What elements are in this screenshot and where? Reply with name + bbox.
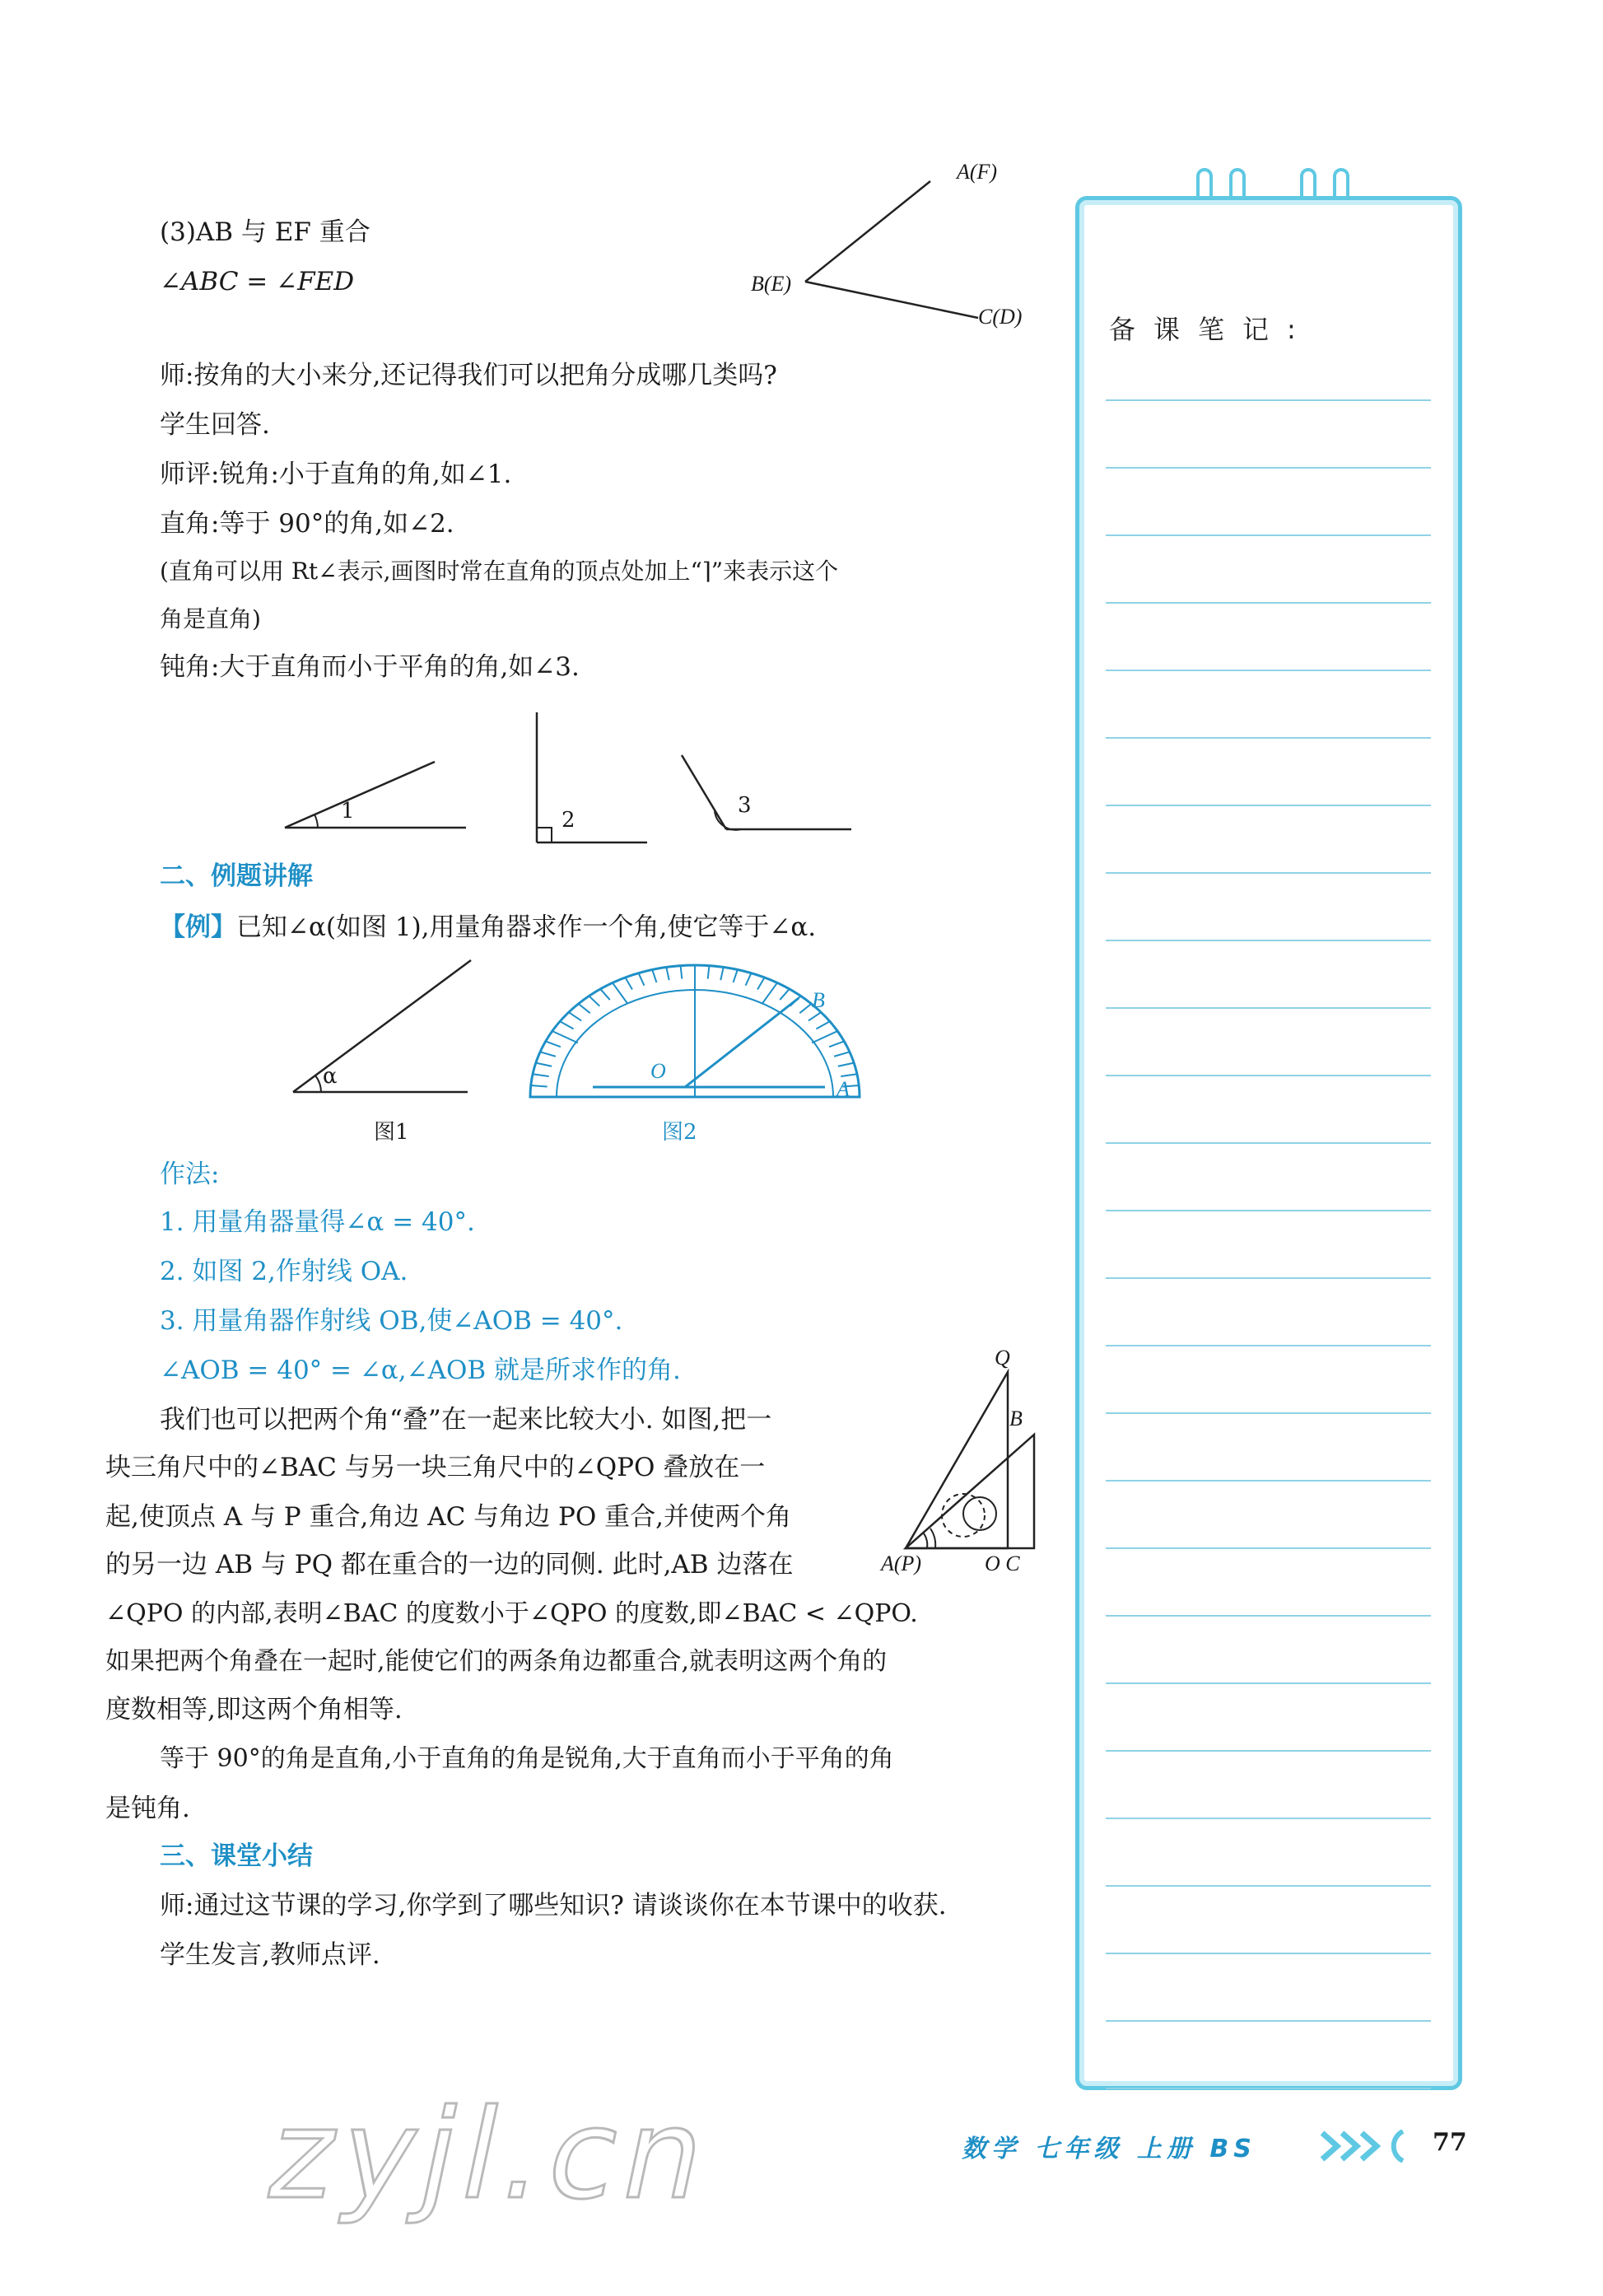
note-rule-line bbox=[1106, 1885, 1431, 1887]
teacher-question: 师:按角的大小来分,还记得我们可以把角分成哪几类吗? bbox=[160, 361, 777, 390]
note-rule-line bbox=[1106, 1615, 1431, 1617]
footer-book-info: 数学 七年级 上册 BS bbox=[962, 2135, 1256, 2163]
note-rule-line bbox=[1106, 1818, 1431, 1819]
note-rule-line bbox=[1106, 670, 1431, 671]
note-rule-line bbox=[1106, 1953, 1431, 1954]
right-angle-note-cont: 角是直角) bbox=[160, 605, 261, 632]
angle-types-figure bbox=[280, 696, 856, 844]
note-rule-line bbox=[1106, 399, 1431, 401]
note-rule-line bbox=[1106, 1142, 1431, 1144]
angle-2-label: 2 bbox=[562, 808, 575, 833]
page-number: 77 bbox=[1433, 2128, 1467, 2157]
section-3-heading: 三、课堂小结 bbox=[160, 1841, 313, 1871]
label-af: A(F) bbox=[957, 160, 998, 184]
item3-title: (3)AB 与 EF 重合 bbox=[160, 217, 370, 247]
note-rule-line bbox=[1106, 467, 1431, 469]
note-rule-line bbox=[1106, 1345, 1431, 1346]
note-rule-line bbox=[1106, 2020, 1431, 2022]
step-1: 1. 用量角器量得∠α = 40°. bbox=[160, 1207, 475, 1237]
note-rule-line bbox=[1106, 805, 1431, 806]
note-rule-line bbox=[1106, 737, 1431, 739]
ray-ob bbox=[685, 998, 799, 1087]
right-angle-note: (直角可以用 Rt∠表示,画图时常在直角的顶点处加上“⌉”来表示这个 bbox=[160, 558, 839, 585]
notes-panel bbox=[1075, 196, 1462, 2090]
angle-3-label: 3 bbox=[738, 793, 752, 818]
acute-angle-shape bbox=[285, 762, 466, 828]
note-rule-line bbox=[1106, 602, 1431, 604]
note-rule-line bbox=[1106, 1007, 1431, 1009]
note-rule-line bbox=[1106, 1412, 1431, 1414]
example-statement bbox=[160, 911, 816, 944]
point-oc-label: O C bbox=[985, 1552, 1020, 1575]
note-rule-line bbox=[1106, 1682, 1431, 1684]
student-answer: 学生回答. bbox=[160, 410, 270, 440]
point-a-label: A bbox=[836, 1077, 850, 1101]
note-rule-line bbox=[1106, 1277, 1431, 1279]
method-title: 作法: bbox=[160, 1160, 220, 1189]
para2-line-2: 是钝角. bbox=[105, 1794, 190, 1823]
ray-a bbox=[805, 181, 930, 282]
step-2: 2. 如图 2,作射线 OA. bbox=[160, 1257, 408, 1286]
figure-2-protractor bbox=[527, 955, 873, 1153]
note-rule-line bbox=[1106, 1750, 1431, 1752]
notes-title: 备课笔记: bbox=[1109, 314, 1314, 345]
para1-line-7: 度数相等,即这两个角相等. bbox=[105, 1695, 403, 1724]
para1-line-6: 如果把两个角叠在一起时,能使它们的两条角边都重合,就表明这两个角的 bbox=[105, 1647, 888, 1676]
note-rule-line bbox=[1106, 940, 1431, 941]
para1-line-4: 的另一边 AB 与 PQ 都在重合的一边的同侧. 此时,AB 边落在 bbox=[105, 1550, 794, 1580]
page-footer bbox=[962, 2128, 1256, 2164]
figure-2-caption: 图2 bbox=[662, 1120, 697, 1145]
angle-1-label: 1 bbox=[341, 799, 355, 824]
overlap-angle-figure bbox=[741, 160, 1037, 346]
summary-response: 学生发言,教师点评. bbox=[160, 1940, 380, 1970]
para1-line-3: 起,使顶点 A 与 P 重合,角边 AC 与角边 PO 重合,并使两个角 bbox=[105, 1502, 792, 1532]
watermark: zyjl.cn bbox=[256, 2084, 725, 2227]
note-rule-line bbox=[1106, 1480, 1431, 1482]
section-2-heading: 二、例题讲解 bbox=[160, 861, 313, 891]
note-rule-line bbox=[1106, 1075, 1431, 1076]
note-rule-line bbox=[1106, 2088, 1431, 2089]
example-tag: 【例】 bbox=[160, 912, 236, 942]
figure-1-caption: 图1 bbox=[374, 1120, 409, 1145]
summary-question: 师:通过这节课的学习,你学到了哪些知识? 请谈谈你在本节课中的收获. bbox=[160, 1891, 947, 1920]
obtuse-angle-def: 钝角:大于直角而小于平角的角,如∠3. bbox=[160, 652, 580, 682]
label-be: B(E) bbox=[751, 272, 792, 296]
note-rule-line bbox=[1106, 1547, 1431, 1549]
alpha-label: α bbox=[323, 1064, 338, 1089]
para1-line-1: 我们也可以把两个角“叠”在一起来比较大小. 如图,把一 bbox=[160, 1405, 772, 1435]
para2-line-1: 等于 90°的角是直角,小于直角的角是锐角,大于直角而小于平角的角 bbox=[160, 1744, 894, 1773]
note-rule-line bbox=[1106, 1210, 1431, 1211]
point-b-tri-label: B bbox=[1009, 1407, 1023, 1430]
figure-1 bbox=[288, 955, 486, 1153]
point-ap-label: A(P) bbox=[881, 1552, 922, 1575]
example-text: 已知∠α(如图 1),用量角器求作一个角,使它等于∠α. bbox=[236, 912, 817, 942]
triangle-overlap-figure bbox=[873, 1342, 1054, 1581]
para1-line-2: 块三角尺中的∠BAC 与另一块三角尺中的∠QPO 叠放在一 bbox=[105, 1453, 766, 1482]
note-rule-line bbox=[1106, 872, 1431, 874]
step-conclusion: ∠AOB = 40° = ∠α,∠AOB 就是所求作的角. bbox=[160, 1356, 681, 1385]
note-rule-line bbox=[1106, 534, 1431, 536]
point-b-label: B bbox=[812, 988, 825, 1012]
chevron-arrows-icon bbox=[1317, 2130, 1433, 2163]
item3-equation: ∠ABC = ∠FED bbox=[160, 267, 355, 296]
acute-angle-def: 师评:锐角:小于直角的角,如∠1. bbox=[160, 460, 512, 489]
point-o-label: O bbox=[650, 1059, 666, 1083]
label-cd: C(D) bbox=[978, 305, 1023, 329]
step-3: 3. 用量角器作射线 OB,使∠AOB = 40°. bbox=[160, 1306, 623, 1336]
para1-line-5: ∠QPO 的内部,表明∠BAC 的度数小于∠QPO 的度数,即∠BAC < ∠QPO. bbox=[105, 1599, 918, 1628]
point-q-label: Q bbox=[995, 1346, 1010, 1370]
obtuse-angle-shape bbox=[682, 755, 851, 830]
right-angle-def: 直角:等于 90°的角,如∠2. bbox=[160, 509, 454, 539]
right-angle-shape bbox=[537, 712, 647, 842]
ray-c bbox=[805, 282, 978, 318]
